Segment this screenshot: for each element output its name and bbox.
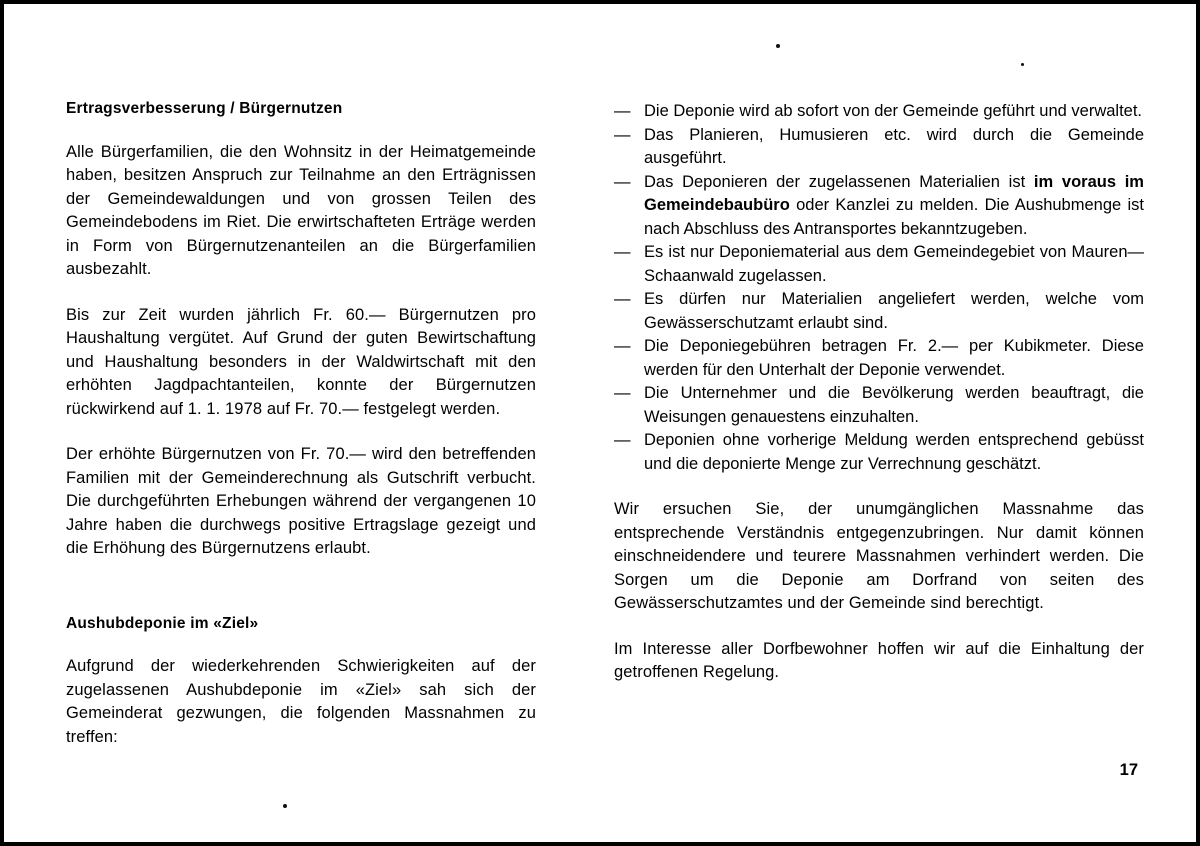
list-item: [614, 288, 1144, 335]
paragraph: Im Interesse aller Dorfbewohner hoffen wir auf die Einhaltung der getroffenen Regelung.: [614, 639, 1144, 681]
measures-list: [614, 100, 1144, 476]
list-item-text-cont: oder Kanzlei zu melden. Die Aushubmenge ist nach Abschluss des Antransportes bekanntzugeben.: [644, 196, 1144, 238]
section-heading-ertragsverbesserung: Ertragsverbesserung / Bürgernutzen: [66, 100, 343, 117]
list-item-text: Die Unternehmer und die Bevölkerung werden beauftragt, die Weisungen genauestens einzuhalten.: [644, 384, 1144, 426]
list-item: [614, 241, 1144, 288]
section-heading-aushubdeponie: Aushubdeponie im «Ziel»: [66, 614, 259, 632]
list-item-text: Es ist nur Deponiematerial aus dem Gemeindegebiet von Mauren—Schaanwald zugelassen.: [644, 243, 1144, 285]
list-item: [614, 124, 1144, 171]
list-item-text: Die Deponiegebühren betragen Fr. 2.— per Kubikmeter. Diese werden für den Unterhalt der Deponie verwendet.: [644, 337, 1144, 379]
ink-speck-bottom: [283, 804, 287, 808]
section-spacer: [66, 583, 536, 615]
page-number: 17: [1119, 761, 1138, 779]
list-item-text: Deponien ohne vorherige Meldung werden entsprechend gebüsst und die deponierte Menge zur Verrechnung geschätzt.: [644, 431, 1144, 473]
list-dash-marker: —: [614, 384, 631, 402]
right-column: [614, 100, 1144, 685]
list-item-text: Die Deponie wird ab sofort von der Gemeinde geführt und verwaltet.: [644, 102, 1143, 120]
list-item: [614, 382, 1144, 429]
ink-speck-top-right: [1021, 63, 1024, 66]
ink-speck-top: [776, 44, 780, 48]
list-dash-marker: —: [614, 102, 631, 120]
list-item-emphasis: im voraus im Gemeindebaubüro: [644, 172, 1144, 214]
list-item: [614, 100, 1144, 124]
list-item-text: Das Planieren, Humusieren etc. wird durch die Gemeinde ausgeführt.: [644, 125, 1144, 167]
list-item-text: Es dürfen nur Materialien angeliefert werden, welche vom Gewässerschutzamt erlaubt sind.: [644, 290, 1144, 332]
list-dash-marker: —: [614, 243, 631, 261]
list-item: [614, 335, 1144, 382]
list-item: [614, 171, 1144, 242]
list-item: [614, 429, 1144, 476]
paragraph: Bis zur Zeit wurden jährlich Fr. 60.— Bürgernutzen pro Haushaltung vergütet. Auf Grund der guten Bewirtschaftung und Haushaltung besonders in der Waldwirtschaft mit den erhöhten Jagdpachtanteilen, konnte der Bürgernutzen rückwirkend auf 1. 1. 1978 auf Fr. 70.— festgelegt werden.: [66, 305, 536, 418]
page-content: [66, 100, 1144, 790]
list-item-text: Das Deponieren der zugelassenen Materialien ist: [644, 172, 1034, 191]
paragraph: Wir ersuchen Sie, der unumgänglichen Massnahme das entsprechende Verständnis entgegenzubringen. Nur damit können einschneidendere und teurere Massnahmen verhindert werden. Die Sorgen um die Deponie am Dorfrand von seiten des Gewässerschutzamtes und der Gemeinde sind berechtigt.: [614, 500, 1144, 612]
paragraph: Aufgrund der wiederkehrenden Schwierigkeiten auf der zugelassenen Aushubdeponie im «Ziel» sah sich der Gemeinderat gezwungen, die folgenden Massnahmen zu treffen:: [66, 657, 536, 746]
paragraph: Der erhöhte Bürgernutzen von Fr. 70.— wird den betreffenden Familien mit der Gemeinderechnung als Gutschrift verbucht. Die durchgeführten Erhebungen während der vergangenen 10 Jahre haben die durchwegs positive Ertragslage gezeigt und die Erhöhung des Bürgernutzens erlaubt.: [66, 445, 536, 558]
list-dash-marker: —: [614, 337, 631, 355]
list-dash-marker: —: [614, 125, 631, 144]
left-column: [66, 100, 536, 749]
paragraph: Alle Bürgerfamilien, die den Wohnsitz in der Heimatgemeinde haben, besitzen Anspruch zur Teilnahme an den Erträgnissen der Gemeindewaldungen und von grossen Teilen des Gemeindebodens im Riet. Die erwirtschafteten Erträge werden in Form von Bürgernutzenanteilen an die Bürgerfamilien ausbezahlt.: [66, 142, 536, 279]
list-dash-marker: —: [614, 172, 631, 191]
list-dash-marker: —: [614, 290, 631, 308]
list-dash-marker: —: [614, 431, 631, 449]
